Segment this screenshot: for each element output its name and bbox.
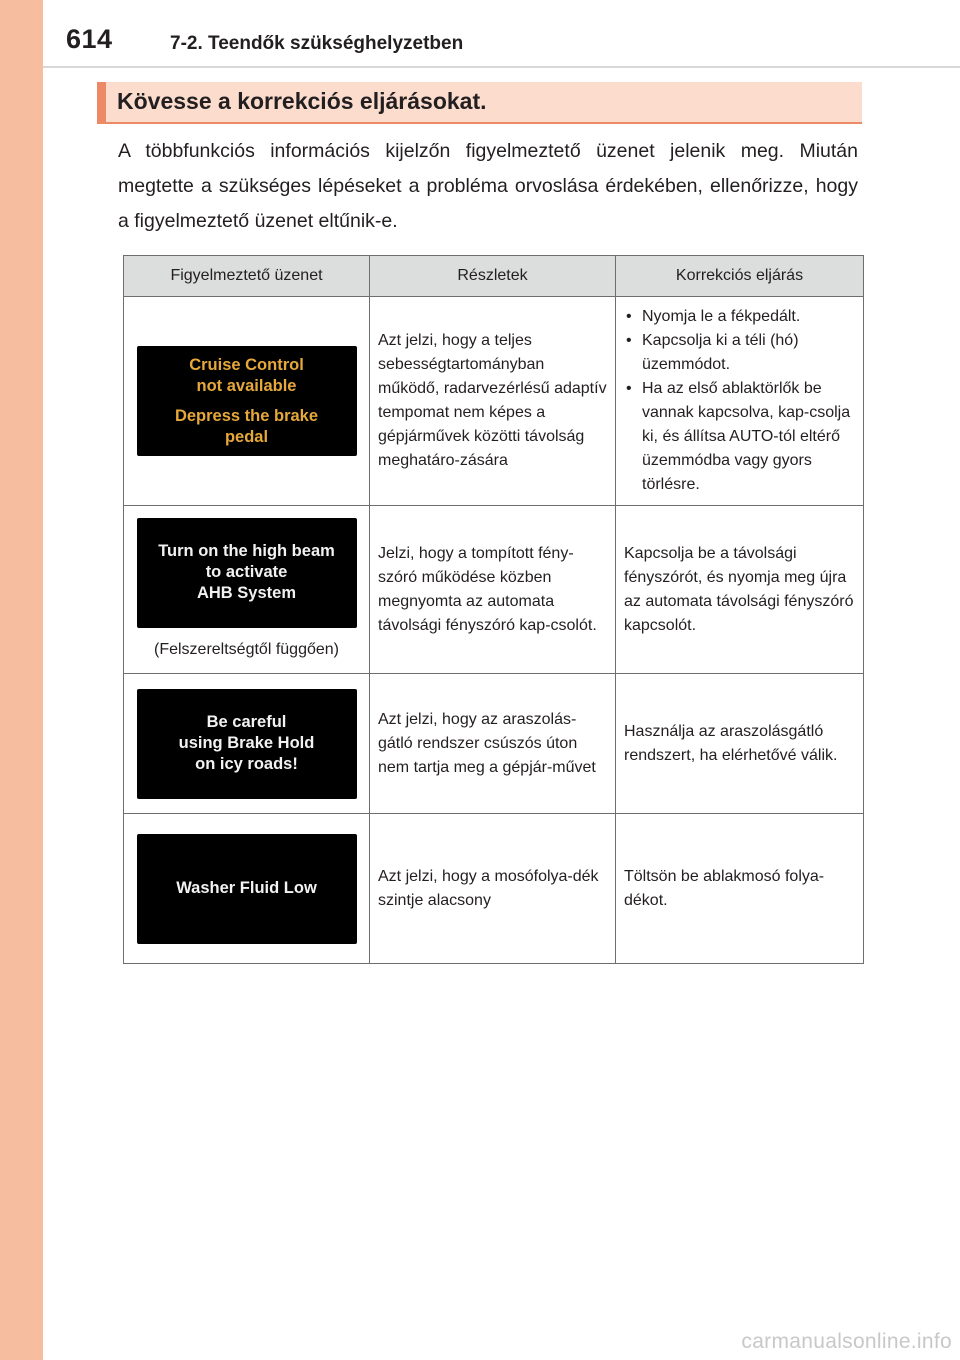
table-row (124, 506, 864, 674)
availability-caption: (Felszereltségtől függően) (154, 640, 339, 658)
action-cell: Töltsön be ablakmosó folya-dékot. (616, 814, 864, 964)
warning-table (123, 255, 864, 964)
column-header-action: Korrekciós eljárás (616, 256, 864, 297)
table-header-row (124, 256, 864, 297)
column-header-details: Részletek (370, 256, 616, 297)
display-high-beam (137, 518, 357, 628)
details-cell: Azt jelzi, hogy a mosófolya-dék szintje alacsony (370, 814, 616, 964)
display-line: to activate (205, 563, 288, 581)
action-item: • Kapcsolja ki a téli (hó) üzemmódot. (624, 329, 855, 377)
display-cruise-control (137, 346, 357, 456)
side-band (0, 0, 43, 1360)
message-cell (124, 674, 370, 814)
display-line: Turn on the high beam (158, 542, 335, 560)
display-line: pedal (224, 427, 269, 446)
display-line: Depress the brake (174, 406, 319, 425)
table-row (124, 297, 864, 506)
watermark: carmanualsonline.info (741, 1330, 952, 1353)
display-washer-fluid (137, 834, 357, 944)
display-line: on icy roads! (195, 755, 298, 773)
intro-paragraph: A többfunkciós információs kijelzőn figyelmeztető üzenet jelenik meg. Miután megtette a szükséges lépéseket a probléma orvoslása érdekében, ellenőrizze, hogy a figyelmeztető üzenet eltűnik-e. (118, 140, 858, 232)
action-cell: Használja az araszolásgátló rendszert, ha elérhetővé válik. (616, 674, 864, 814)
display-line: Be careful (206, 713, 287, 731)
action-item: • Ha az első ablaktörlők be vannak kapcsolva, kap-csolja ki, és állítsa AUTO-tól eltérő üzemmódba vagy gyors törlésre. (624, 377, 855, 497)
details-cell: Azt jelzi, hogy az araszolás-gátló rendszer csúszós úton nem tartja meg a gépjár-művet (370, 674, 616, 814)
heading-title: Kövesse a korrekciós eljárásokat. (117, 88, 487, 114)
table-row (124, 674, 864, 814)
display-brake-hold (137, 689, 357, 799)
message-cell (124, 297, 370, 506)
action-list (624, 305, 855, 497)
message-cell (124, 506, 370, 674)
action-item: • Nyomja le a fékpedált. (624, 305, 855, 329)
display-line: Cruise Control (189, 355, 304, 374)
header-divider (43, 66, 960, 68)
display-line: using Brake Hold (178, 734, 315, 752)
action-cell (616, 297, 864, 506)
display-line: not available (196, 376, 297, 395)
heading-accent (97, 82, 106, 122)
display-line: AHB System (196, 584, 297, 602)
action-cell: Kapcsolja be a távolsági fényszórót, és nyomja meg újra az automata távolsági fényszóró kapcsolót. (616, 506, 864, 674)
details-cell: Azt jelzi, hogy a teljes sebességtartományban működő, radarvezérlésű adaptív tempomat nem képes a gépjárművek közötti távolság meghatáro-zására (370, 297, 616, 506)
column-header-message: Figyelmeztető üzenet (124, 256, 370, 297)
page-number: 614 (66, 24, 113, 54)
heading-bar (97, 82, 862, 124)
section-title: 7-2. Teendők szükséghelyzetben (170, 33, 464, 54)
message-cell (124, 814, 370, 964)
display-line: Washer Fluid Low (176, 879, 317, 897)
table-row (124, 814, 864, 964)
details-cell: Jelzi, hogy a tompított fény-szóró működése közben megnyomta az automata távolsági fényszóró kap-csolót. (370, 506, 616, 674)
